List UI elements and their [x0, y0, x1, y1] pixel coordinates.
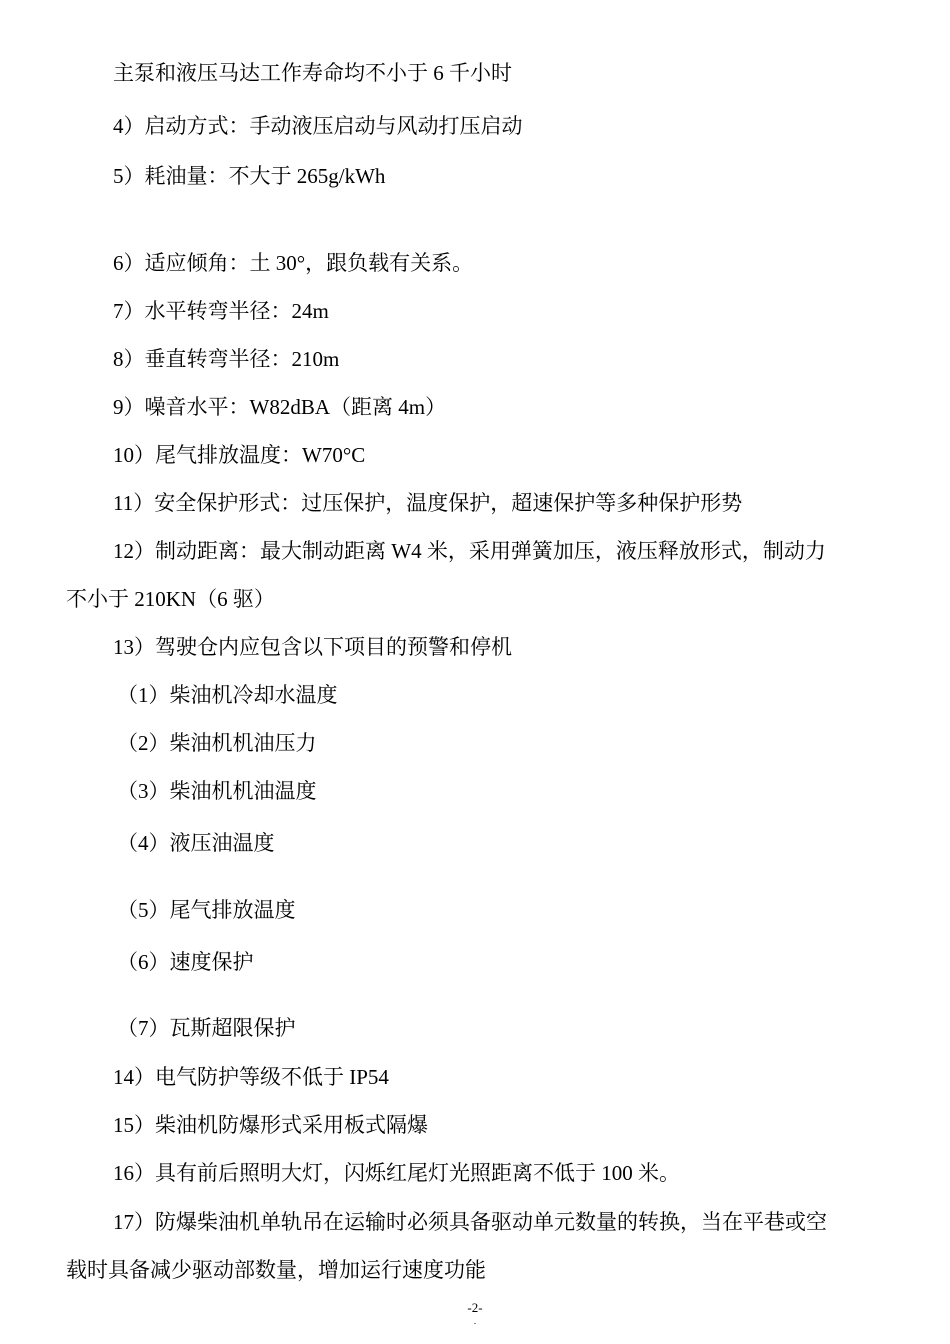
paragraph-line: 14）电气防护等级不低于 IP54	[113, 1065, 389, 1089]
paragraph-line: 8）垂直转弯半径：210m	[113, 347, 340, 371]
paragraph-line: 主泵和液压马达工作寿命均不小于 6 千小时	[113, 61, 512, 85]
paragraph-line: 4）启动方式：手动液压启动与风动打压启动	[113, 114, 523, 138]
list-item: （3）柴油机机油温度	[117, 779, 317, 803]
paragraph-line: 载时具备减少驱动部数量，增加运行速度功能	[66, 1258, 486, 1282]
paragraph-line: 5）耗油量：不大于 265g/kWh	[113, 164, 386, 188]
paragraph-line: 9）噪音水平：W82dBA（距离 4m）	[113, 395, 447, 419]
list-item: （2）柴油机机油压力	[117, 731, 317, 755]
paragraph-line: 17）防爆柴油机单轨吊在运输时必须具备驱动单元数量的转换，当在平巷或空	[113, 1210, 827, 1234]
page-number: -2-	[467, 1300, 483, 1315]
paragraph-line: 15）柴油机防爆形式采用板式隔爆	[113, 1113, 428, 1137]
paragraph-line: 11）安全保护形式：过压保护，温度保护，超速保护等多种保护形势	[113, 491, 743, 515]
paragraph-line: 7）水平转弯半径：24m	[113, 299, 329, 323]
list-item: （4）液压油温度	[117, 831, 275, 855]
list-item: （7）瓦斯超限保护	[117, 1016, 296, 1040]
paragraph-line: 13）驾驶仓内应包含以下项目的预警和停机	[113, 635, 512, 659]
footer-dot: .	[473, 1316, 477, 1326]
paragraph-line: 16）具有前后照明大灯，闪烁红尾灯光照距离不低于 100 米。	[113, 1161, 680, 1185]
list-item: （1）柴油机冷却水温度	[117, 683, 338, 707]
paragraph-line: 10）尾气排放温度：W70°C	[113, 443, 366, 467]
list-item: （6）速度保护	[117, 950, 254, 974]
paragraph-line: 不小于 210KN（6 驱）	[66, 587, 275, 611]
paragraph-line: 6）适应倾角：土 30°，跟负载有关系。	[113, 251, 474, 275]
list-item: （5）尾气排放温度	[117, 898, 296, 922]
paragraph-line: 12）制动距离：最大制动距离 W4 米，采用弹簧加压，液压释放形式，制动力	[113, 539, 826, 563]
